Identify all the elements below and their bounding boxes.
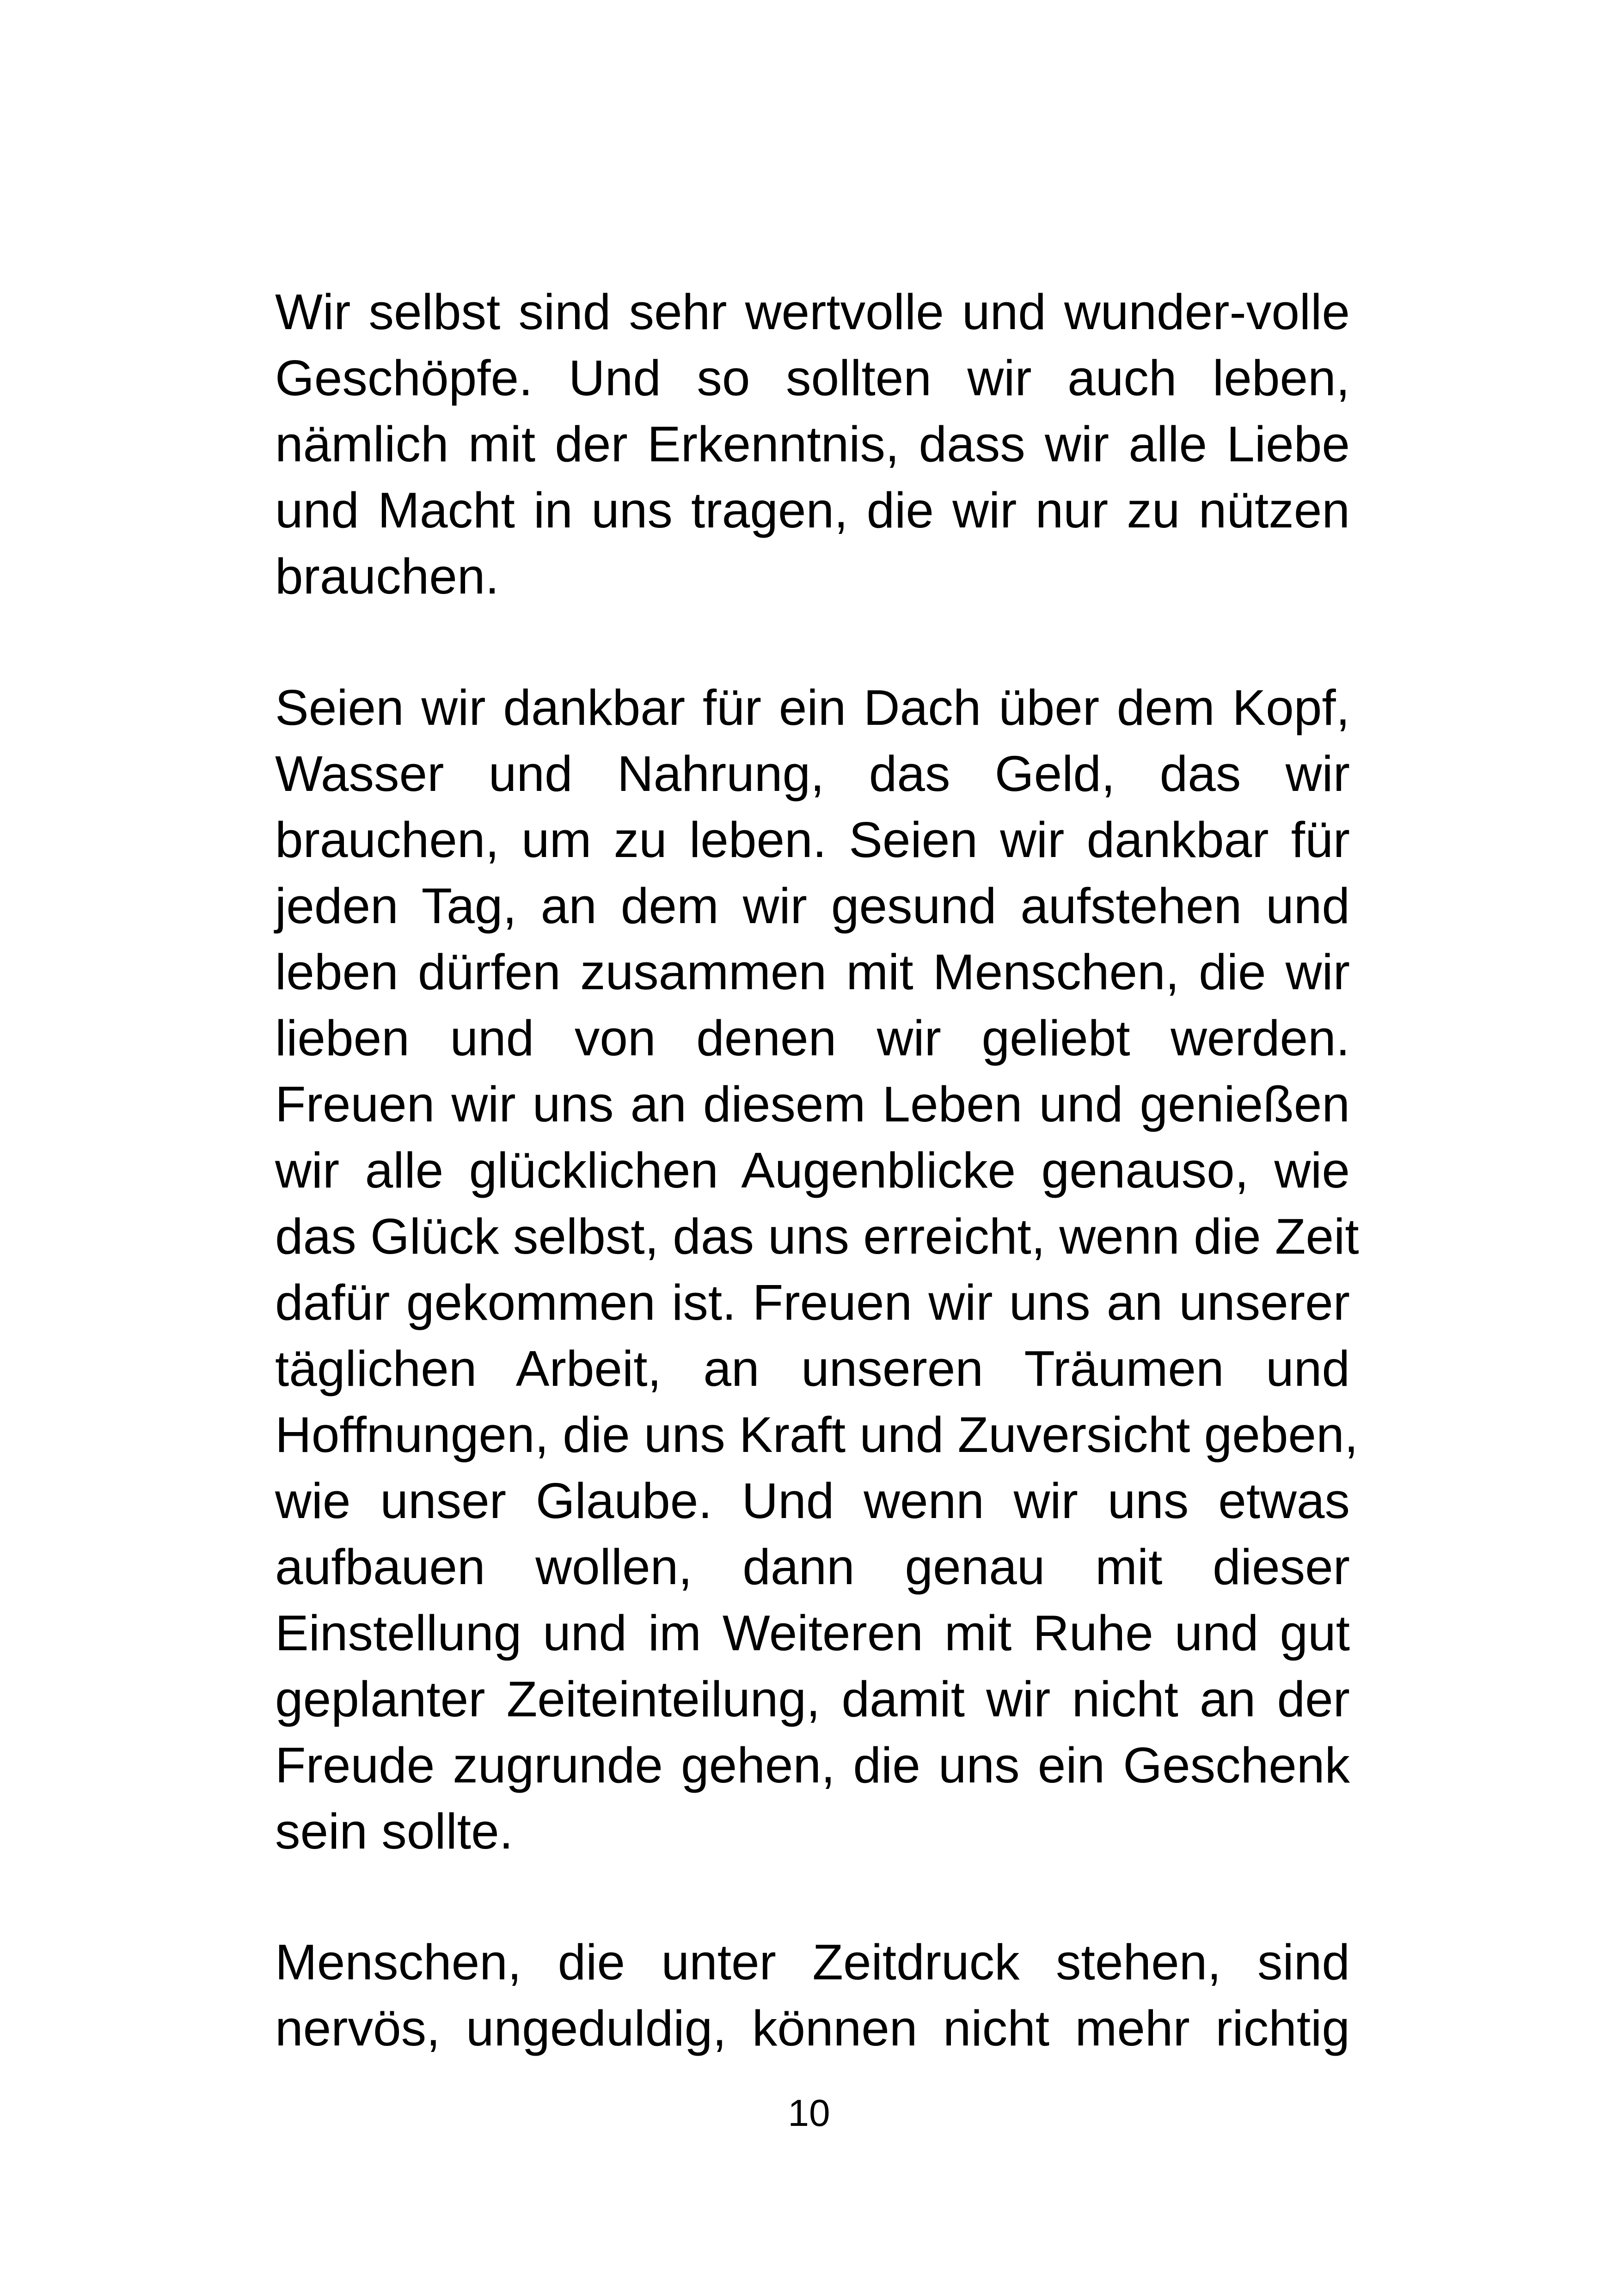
text-line: aufbauen wollen, dann genau mit dieser xyxy=(275,1539,1350,1595)
text-line: brauchen. xyxy=(275,548,499,605)
paragraph-1 xyxy=(275,279,1350,610)
text-line: wie unser Glaube. Und wenn wir uns etwas xyxy=(275,1473,1350,1529)
text-line: dafür gekommen ist. Freuen wir uns an unserer xyxy=(275,1274,1350,1331)
text-line: das Glück selbst, das uns erreicht, wenn die Zeit xyxy=(275,1208,1359,1265)
text-line: Einstellung und im Weiteren mit Ruhe und gut xyxy=(275,1605,1350,1661)
text-line: Wasser und Nahrung, das Geld, das wir xyxy=(275,746,1350,802)
text-line: und Macht in uns tragen, die wir nur zu nützen xyxy=(275,482,1350,539)
text-line: leben dürfen zusammen mit Menschen, die wir xyxy=(275,944,1350,1000)
text-line: Wir selbst sind sehr wertvolle und wunder-volle xyxy=(275,284,1350,340)
text-line: Freude zugrunde gehen, die uns ein Geschenk xyxy=(275,1737,1350,1794)
text-line: Seien wir dankbar für ein Dach über dem Kopf, xyxy=(275,680,1350,736)
text-line: geplanter Zeiteinteilung, damit wir nicht an der xyxy=(275,1671,1350,1727)
text-line: jeden Tag, an dem wir gesund aufstehen und xyxy=(275,878,1350,934)
text-line: Menschen, die unter Zeitdruck stehen, sind xyxy=(275,1934,1350,1990)
text-line: Freuen wir uns an diesem Leben und genießen xyxy=(275,1076,1350,1133)
paragraph-3 xyxy=(275,1929,1350,2062)
text-line: Geschöpfe. Und so sollten wir auch leben, xyxy=(275,350,1350,406)
text-line: täglichen Arbeit, an unseren Träumen und xyxy=(275,1341,1350,1397)
text-line: nämlich mit der Erkenntnis, dass wir alle Liebe xyxy=(275,416,1350,472)
text-line: sein sollte. xyxy=(275,1803,513,1860)
page-number: 10 xyxy=(788,2092,830,2134)
paragraph-2 xyxy=(275,675,1359,1865)
text-line: lieben und von denen wir geliebt werden. xyxy=(275,1010,1350,1066)
text-line: nervös, ungeduldig, können nicht mehr richtig xyxy=(275,2000,1350,2057)
text-line: wir alle glücklichen Augenblicke genauso, wie xyxy=(275,1142,1350,1199)
text-line: brauchen, um zu leben. Seien wir dankbar für xyxy=(275,812,1350,868)
text-line: Hoffnungen, die uns Kraft und Zuversicht geben, xyxy=(275,1407,1359,1463)
